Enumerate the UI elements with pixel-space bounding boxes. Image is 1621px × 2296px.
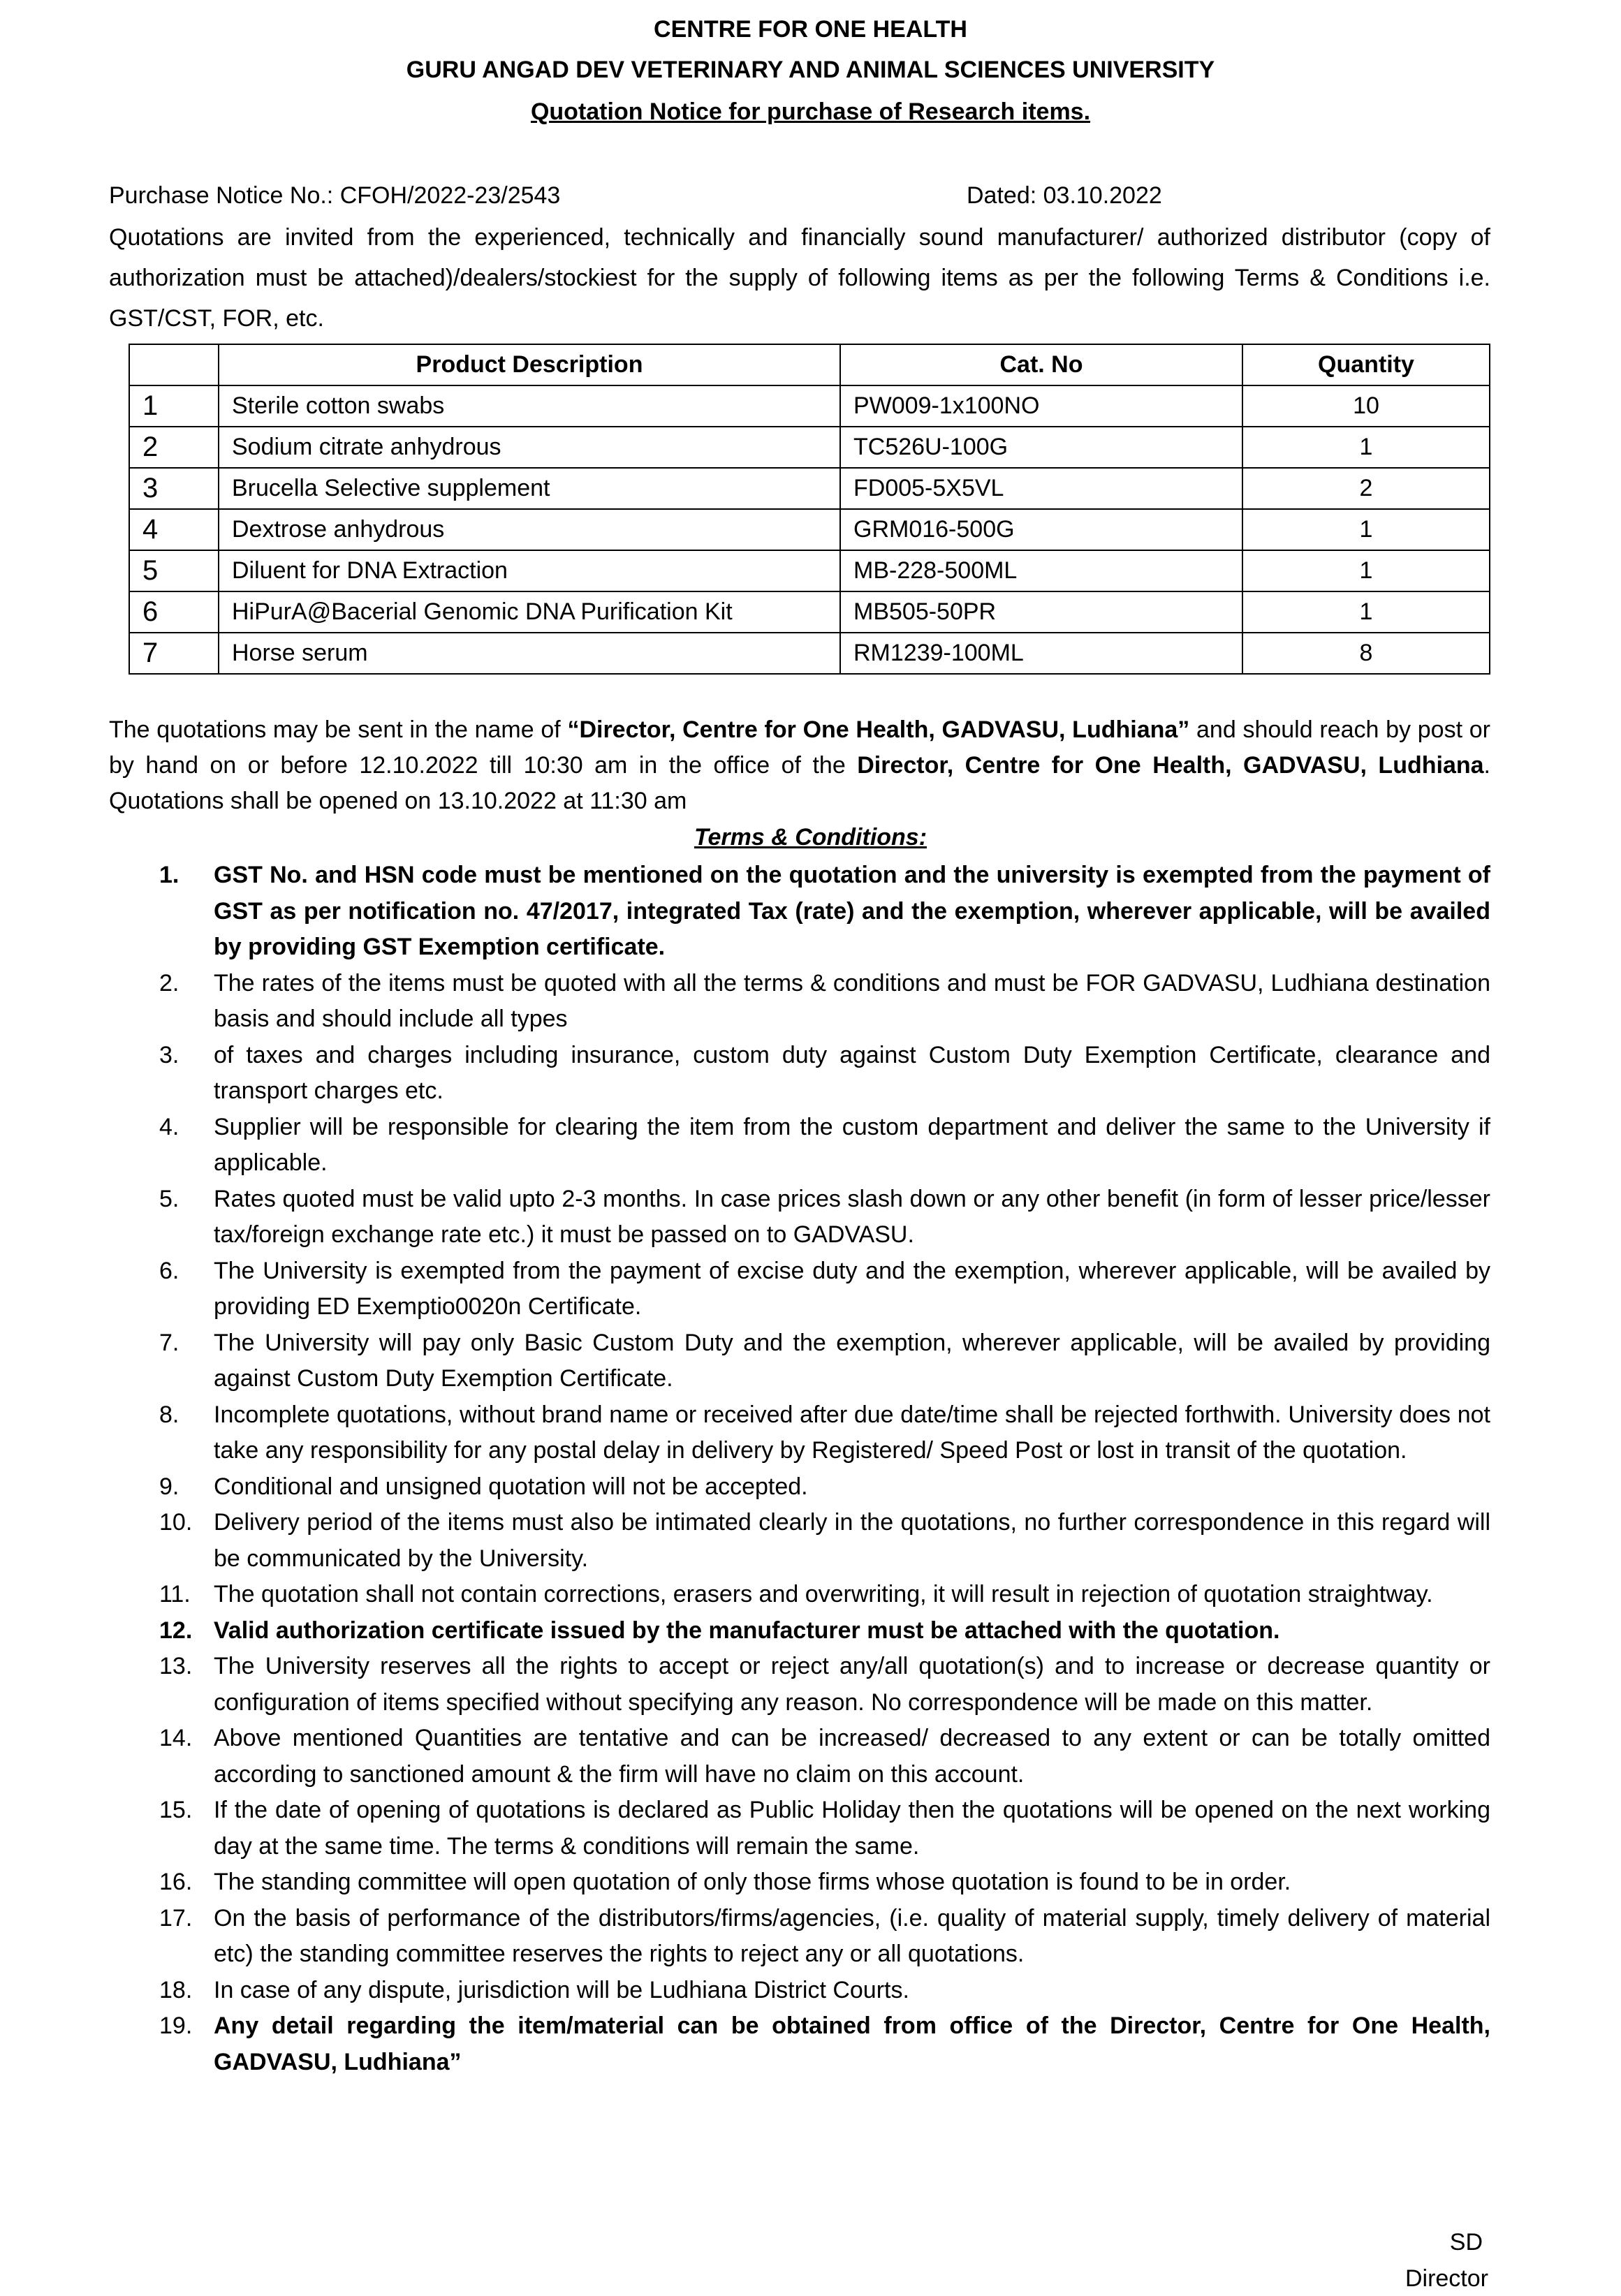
row-cat-no: MB-228-500ML bbox=[840, 550, 1242, 591]
list-item bbox=[109, 1397, 1490, 1469]
term-text: The University will pay only Basic Custom Duty and the exemption, wherever applicable, will be availed by providing against Custom Duty Exemption Certificate. bbox=[214, 1329, 1490, 1392]
term-number: 7. bbox=[159, 1329, 179, 1356]
table-header-row bbox=[129, 344, 1490, 385]
term-number: 4. bbox=[159, 1113, 179, 1140]
row-description: Sodium citrate anhydrous bbox=[219, 427, 840, 468]
submission-text-1: The quotations may be sent in the name of bbox=[109, 716, 568, 743]
term-text: Delivery period of the items must also be intimated clearly in the quotations, no further correspondence in this regard will be communicated by the University. bbox=[214, 1509, 1490, 1572]
row-quantity: 1 bbox=[1242, 550, 1490, 591]
term-number: 10. bbox=[159, 1509, 193, 1536]
row-sn: 7 bbox=[129, 633, 219, 674]
term-text: The University reserves all the rights to accept or reject any/all quotation(s) and to increase or decrease quantity or configuration of items specified without specifying any reason. No correspondence will be made on this matter. bbox=[214, 1653, 1490, 1716]
table-row bbox=[129, 591, 1490, 633]
row-description: Brucella Selective supplement bbox=[219, 468, 840, 509]
table-row bbox=[129, 385, 1490, 427]
addressee-name: “Director, Centre for One Health, GADVASU, Ludhiana” bbox=[567, 716, 1190, 743]
table-row bbox=[129, 550, 1490, 591]
row-description: Diluent for DNA Extraction bbox=[219, 550, 840, 591]
term-number: 12. bbox=[159, 1617, 193, 1644]
row-description: Dextrose anhydrous bbox=[219, 509, 840, 550]
term-text: Incomplete quotations, without brand name or received after due date/time shall be rejected forthwith. University does not take any responsibility for any postal delay in delivery by Registered/ Speed Post or lost in transit of the quotation. bbox=[214, 1401, 1490, 1464]
row-cat-no: FD005-5X5VL bbox=[840, 468, 1242, 509]
items-table bbox=[129, 344, 1490, 675]
term-text: Valid authorization certificate issued by the manufacturer must be attached with the quotation. bbox=[214, 1617, 1280, 1644]
term-text: The quotation shall not contain corrections, erasers and overwriting, it will result in rejection of quotation straightway. bbox=[214, 1581, 1433, 1607]
terms-list bbox=[109, 858, 1490, 2080]
row-cat-no: TC526U-100G bbox=[840, 427, 1242, 468]
term-number: 14. bbox=[159, 1725, 193, 1751]
notice-meta-row bbox=[109, 180, 1490, 211]
list-item bbox=[109, 1973, 1490, 2009]
notice-date: Dated: 03.10.2022 bbox=[967, 182, 1162, 209]
term-number: 15. bbox=[159, 1797, 193, 1823]
term-text: GST No. and HSN code must be mentioned on the quotation and the university is exempted from the payment of GST as per notification no. 47/2017, integrated Tax (rate) and the exemption, wherever applicable, will be availed by providing GST Exemption certificate. bbox=[214, 862, 1490, 960]
row-description: Sterile cotton swabs bbox=[219, 385, 840, 427]
university-title: GURU ANGAD DEV VETERINARY AND ANIMAL SCIENCES UNIVERSITY bbox=[406, 57, 1215, 83]
term-number: 3. bbox=[159, 1041, 179, 1068]
signature-sd: SD bbox=[1449, 2229, 1483, 2255]
header-cat-no: Cat. No bbox=[840, 344, 1242, 385]
terms-heading-text: Terms & Conditions: bbox=[694, 824, 927, 851]
term-text: The standing committee will open quotation of only those firms whose quotation is found to be in order. bbox=[214, 1869, 1291, 1895]
header-product-description: Product Description bbox=[219, 344, 840, 385]
term-number: 19. bbox=[159, 2012, 193, 2039]
term-number: 2. bbox=[159, 969, 179, 996]
list-item bbox=[109, 1505, 1490, 1577]
row-cat-no: GRM016-500G bbox=[840, 509, 1242, 550]
submission-text-2: and should reach by post or by hand on or before 12.10.2022 till 10:30 am in the office of the bbox=[109, 716, 1490, 779]
table-row bbox=[129, 427, 1490, 468]
term-number: 8. bbox=[159, 1401, 179, 1428]
table-row bbox=[129, 509, 1490, 550]
term-number: 11. bbox=[159, 1581, 191, 1607]
submission-paragraph bbox=[109, 712, 1490, 819]
row-quantity: 2 bbox=[1242, 468, 1490, 509]
row-quantity: 8 bbox=[1242, 633, 1490, 674]
list-item bbox=[109, 1182, 1490, 1253]
term-number: 5. bbox=[159, 1185, 179, 1212]
term-number: 13. bbox=[159, 1653, 193, 1679]
table-row bbox=[129, 633, 1490, 674]
notice-heading-text: Quotation Notice for purchase of Research items. bbox=[530, 98, 1091, 125]
list-item bbox=[109, 2008, 1490, 2080]
office-name: Director, Centre for One Health, GADVASU, Ludhiana bbox=[857, 752, 1484, 779]
row-sn: 1 bbox=[129, 385, 219, 427]
row-sn: 5 bbox=[129, 550, 219, 591]
row-sn: 3 bbox=[129, 468, 219, 509]
list-item bbox=[109, 1613, 1490, 1649]
term-number: 18. bbox=[159, 1976, 193, 2003]
notice-heading bbox=[0, 98, 1621, 126]
list-item bbox=[109, 1469, 1490, 1506]
list-item bbox=[109, 1325, 1490, 1397]
terms-heading bbox=[0, 820, 1621, 855]
term-number: 1. bbox=[159, 862, 179, 888]
list-item bbox=[109, 1110, 1490, 1182]
row-quantity: 1 bbox=[1242, 427, 1490, 468]
row-quantity: 1 bbox=[1242, 591, 1490, 633]
centre-title: CENTRE FOR ONE HEALTH bbox=[654, 16, 967, 43]
list-item bbox=[109, 1864, 1490, 1901]
term-text: On the basis of performance of the distributors/firms/agencies, (i.e. quality of material supply, timely delivery of material etc) the standing committee reserves the rights to reject any or all quotations. bbox=[214, 1904, 1490, 1967]
row-cat-no: RM1239-100ML bbox=[840, 633, 1242, 674]
list-item bbox=[109, 1721, 1490, 1793]
row-quantity: 1 bbox=[1242, 509, 1490, 550]
row-description: Horse serum bbox=[219, 633, 840, 674]
term-text: The rates of the items must be quoted with all the terms & conditions and must be FOR GADVASU, Ludhiana destination basis and should include all types bbox=[214, 969, 1490, 1032]
term-text: Supplier will be responsible for clearing the item from the custom department and deliver the same to the University if applicable. bbox=[214, 1113, 1490, 1176]
purchase-notice-number: Purchase Notice No.: CFOH/2022-23/2543 bbox=[109, 182, 561, 209]
row-sn: 6 bbox=[129, 591, 219, 633]
term-text: Above mentioned Quantities are tentative and can be increased/ decreased to any extent or can be totally omitted according to sanctioned amount & the firm will have no claim on this account. bbox=[214, 1725, 1490, 1788]
row-cat-no: PW009-1x100NO bbox=[840, 385, 1242, 427]
term-text: of taxes and charges including insurance, custom duty against Custom Duty Exemption Certificate, clearance and transport charges etc. bbox=[214, 1041, 1490, 1104]
term-number: 16. bbox=[159, 1869, 193, 1895]
term-text: Conditional and unsigned quotation will not be accepted. bbox=[214, 1473, 808, 1500]
term-text: Rates quoted must be valid upto 2-3 months. In case prices slash down or any other benefit (in form of lesser price/lesser tax/foreign exchange rate etc.) it must be passed on to GADVASU. bbox=[214, 1185, 1490, 1248]
list-item bbox=[109, 1253, 1490, 1325]
list-item bbox=[109, 1793, 1490, 1864]
row-description: HiPurA@Bacerial Genomic DNA Purification Kit bbox=[219, 591, 840, 633]
list-item bbox=[109, 1577, 1490, 1613]
term-text: In case of any dispute, jurisdiction will be Ludhiana District Courts. bbox=[214, 1976, 909, 2003]
list-item bbox=[109, 1038, 1490, 1110]
list-item bbox=[109, 1649, 1490, 1721]
intro-paragraph: Quotations are invited from the experienced, technically and financially sound manufacturer/ authorized distributor (copy of authorization must be attached)/dealers/stockiest for the supply of following items as per the following Terms & Conditions i.e. GST/CST, FOR, etc. bbox=[109, 224, 1490, 332]
list-item bbox=[109, 1901, 1490, 1973]
row-sn: 2 bbox=[129, 427, 219, 468]
term-text: If the date of opening of quotations is declared as Public Holiday then the quotations will be opened on the next working day at the same time. The terms & conditions will remain the same. bbox=[214, 1797, 1490, 1860]
header-quantity: Quantity bbox=[1242, 344, 1490, 385]
table-row bbox=[129, 468, 1490, 509]
term-number: 6. bbox=[159, 1257, 179, 1284]
row-sn: 4 bbox=[129, 509, 219, 550]
term-number: 17. bbox=[159, 1904, 193, 1931]
row-cat-no: MB505-50PR bbox=[840, 591, 1242, 633]
term-number: 9. bbox=[159, 1473, 179, 1500]
submission-text-3: . Quotations shall be opened on 13.10.2022 at 11:30 am bbox=[109, 752, 1490, 814]
term-text: Any detail regarding the item/material can be obtained from office of the Director, Centre for One Health, GADVASU, Ludhiana” bbox=[214, 2012, 1490, 2075]
header-sn bbox=[129, 344, 219, 385]
row-quantity: 10 bbox=[1242, 385, 1490, 427]
list-item bbox=[109, 966, 1490, 1038]
list-item bbox=[109, 858, 1490, 966]
term-text: The University is exempted from the payment of excise duty and the exemption, wherever applicable, will be availed by providing ED Exemptio0020n Certificate. bbox=[214, 1257, 1490, 1320]
signature-director: Director bbox=[1404, 2265, 1488, 2292]
